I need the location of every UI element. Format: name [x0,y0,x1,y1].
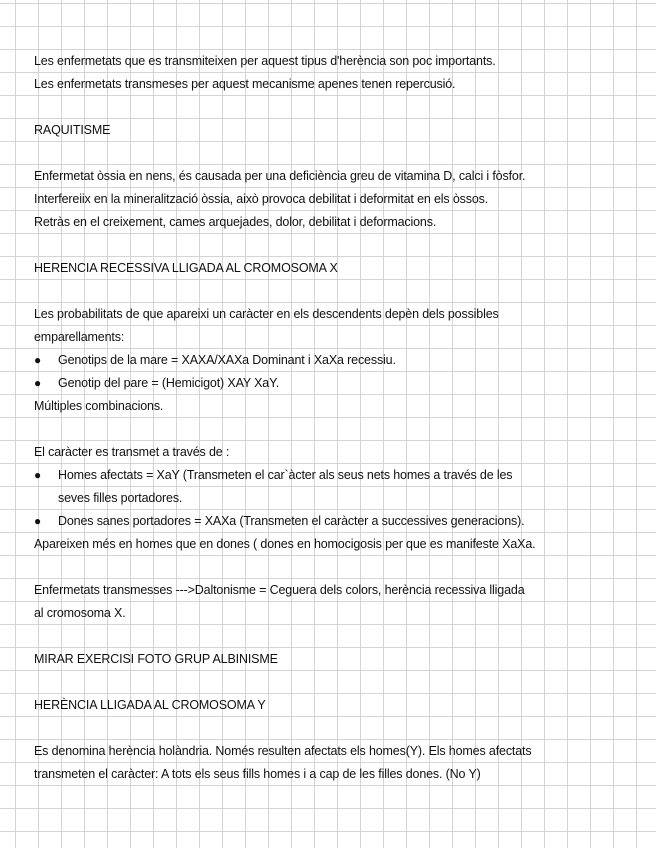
bullet-text: Genotips de la mare = XAXA/XAXa Dominant i XaXa recessiu. [58,353,396,367]
bullet-item-dones-portadores [34,510,634,533]
paragraph-line: Enfermetats transmesses --->Daltonisme = Ceguera dels colors, herència recessiva lligada [34,583,525,597]
paragraph-line: emparellaments: [34,330,125,344]
paragraph-line: Múltiples combinacions. [34,399,164,413]
paragraph-line: El caràcter es transmet a través de : [34,445,230,459]
bullet-icon: ● [34,376,42,390]
bullet-text: seves filles portadores. [58,491,183,505]
bullet-item-genotip-pare [34,372,634,395]
paragraph-line: Es denomina herència holàndria. Només resulten afectats els homes(Y). Els homes afectats [34,744,532,758]
paragraph-line: al cromosoma X. [34,606,126,620]
section-heading-raquitisme: RAQUITISME [34,123,111,137]
bullet-icon: ● [34,353,42,367]
paragraph-line: Interfereiix en la mineralització òssia, això provoca debilitat i deformitat en els òssos. [34,192,489,206]
bullet-icon: ● [34,468,42,482]
paragraph-line: Les probabilitats de que apareixi un caràcter en els descendents depèn dels possibles [34,307,499,321]
paragraph-line: transmeten el caràcter: A tots els seus fills homes i a cap de les filles dones. (No Y) [34,767,481,781]
bullet-text: Homes afectats = XaY (Transmeten el car`àcter als seus nets homes a través de les [58,468,513,482]
bullet-continuation [34,487,634,510]
bullet-icon: ● [34,514,42,528]
paragraph-line: Apareixen més en homes que en dones ( dones en homocigosis per que es manifeste XaXa. [34,537,536,551]
bullet-item-homes-afectats [34,464,634,487]
bullet-text: Dones sanes portadores = XAXa (Transmeten el caràcter a successives generacions). [58,514,525,528]
document-page [34,50,634,786]
paragraph-line: Retràs en el creixement, cames arquejades, dolor, debilitat i deformacions. [34,215,437,229]
paragraph-line: Enfermetat òssia en nens, és causada per una deficiència greu de vitamina D, calci i fòsfor. [34,169,526,183]
section-heading-herencia-x: HERENCIA RECESSIVA LLIGADA AL CROMOSOMA X [34,261,338,275]
paragraph-line: Les enfermetats transmeses per aquest mecanisme apenes tenen repercusió. [34,77,456,91]
note-line: MIRAR EXERCISI FOTO GRUP ALBINISME [34,652,278,666]
bullet-text: Genotip del pare = (Hemicigot) XAY XaY. [58,376,280,390]
section-heading-herencia-y: HERÈNCIA LLIGADA AL CROMOSOMA Y [34,698,266,712]
bullet-item-genotips-mare [34,349,634,372]
paragraph-line: Les enfermetats que es transmiteixen per aquest tipus d'herència son poc importants. [34,54,496,68]
